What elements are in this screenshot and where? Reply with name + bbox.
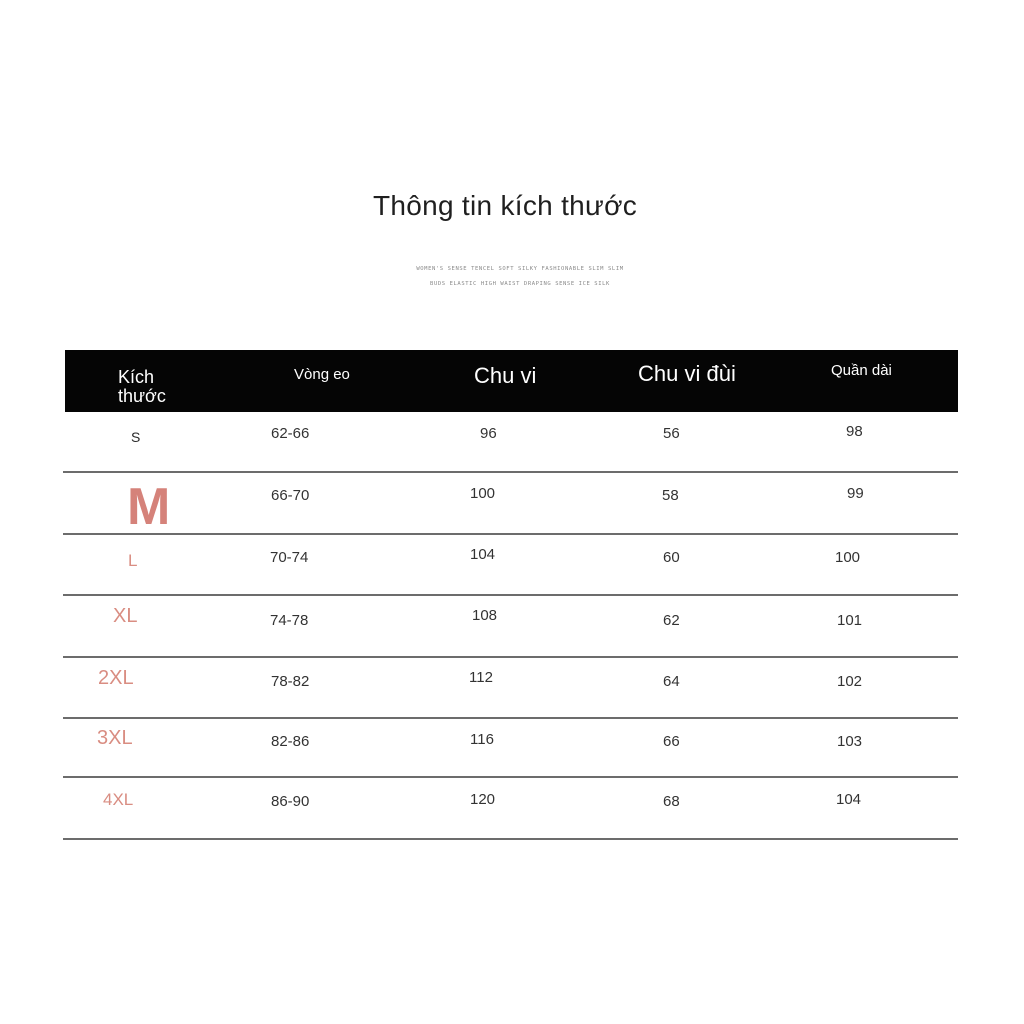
length-cell: 100: [835, 549, 861, 566]
hip-cell: 100: [470, 485, 496, 502]
thigh-cell: 68: [663, 793, 680, 810]
header-length: Quần dài: [831, 362, 892, 379]
hip-cell: 104: [470, 546, 496, 563]
size-label: 3XL: [97, 727, 133, 749]
hip-cell: 96: [480, 425, 497, 442]
thigh-cell: 66: [663, 733, 680, 750]
hip-cell: 108: [472, 607, 498, 624]
waist-cell: 82-86: [271, 733, 310, 750]
header-hip: Chu vi: [474, 363, 537, 388]
hip-cell: 112: [469, 669, 493, 686]
row-divider: [63, 776, 958, 778]
size-label: S: [131, 429, 141, 445]
row-divider: [63, 656, 958, 658]
waist-cell: 62-66: [271, 425, 310, 442]
row-divider: [63, 717, 958, 719]
header-size: Kích thước: [118, 367, 166, 406]
row-divider: [63, 533, 958, 535]
size-label: XL: [113, 605, 138, 627]
waist-cell: 70-74: [270, 549, 309, 566]
page-title: Thông tin kích thước: [372, 190, 638, 221]
thigh-cell: 58: [662, 487, 679, 504]
thigh-cell: 60: [663, 549, 680, 566]
header-thigh: Chu vi đùi: [638, 361, 736, 386]
waist-cell: 86-90: [271, 793, 310, 810]
subtitle-line-1: WOMEN'S SENSE TENCEL SOFT SILKY FASHIONABLE SLIM SLIM: [416, 266, 624, 272]
length-cell: 103: [837, 733, 863, 750]
length-cell: 102: [837, 673, 863, 690]
subtitle-line-2: BUDS ELASTIC HIGH WAIST DRAPING SENSE ICE SILK: [430, 281, 610, 287]
length-cell: 99: [847, 485, 864, 502]
length-cell: 104: [836, 791, 862, 808]
waist-cell: 78-82: [271, 673, 310, 690]
thigh-cell: 64: [663, 673, 680, 690]
waist-cell: 66-70: [271, 487, 310, 504]
header-waist: Vòng eo: [294, 366, 350, 383]
size-label: 2XL: [98, 667, 134, 689]
row-divider: [63, 838, 958, 840]
row-divider: [63, 594, 958, 596]
thigh-cell: 56: [663, 425, 680, 442]
hip-cell: 116: [470, 731, 494, 748]
row-divider: [63, 471, 958, 473]
waist-cell: 74-78: [270, 612, 309, 629]
length-cell: 101: [837, 612, 863, 629]
hip-cell: 120: [470, 791, 496, 808]
size-label: 4XL: [103, 790, 134, 809]
size-label: L: [128, 551, 138, 570]
thigh-cell: 62: [663, 612, 680, 629]
size-label: M: [127, 478, 171, 536]
length-cell: 98: [846, 423, 863, 440]
